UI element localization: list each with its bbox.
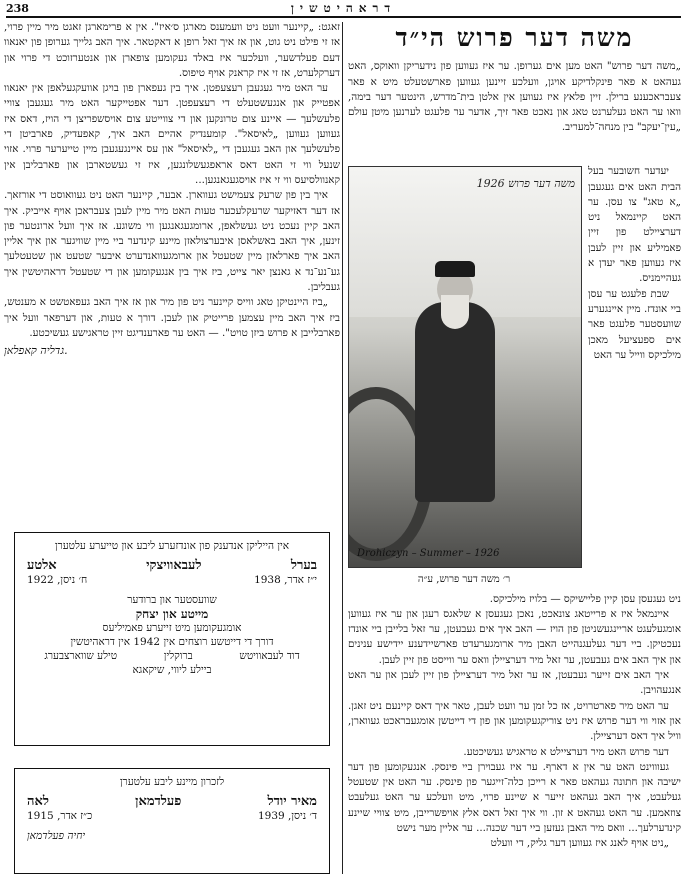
paragraph: „ביז היינטיקן טאג ווייס קיינער ניט פון מיר און אז איך האב געפאטשט א מענטש, ביז איך האב מיין עצמען פרייטיק און לעבן. דורך א טעות, און דערפאר וועל איך פארבלייבן א פרוש ביזן טויט". — האט ער פארענדיגט זיין טראגישע געשיכטע. [4, 296, 340, 339]
right-column [348, 20, 681, 874]
paragraph: ניט געגעסן עסן קיין פליישיקס — בלויז מילכיקס. [489, 592, 681, 605]
paragraph: ער האט מיר פארטרויט, אז כל זמן ער וועט לעבן, טאר איך דאס קיינעם ניט זאגן. און אזוי ווי דער פרוש איז ניט צוריקגעקומען און פון די דייטשן אומגעבראכט געווארן, וויל איך דאס דערציילן. [348, 699, 681, 743]
paragraph: דער פרוש האט מיר דערציילט א טראגיש געשיכטע. [463, 745, 669, 758]
page-header [6, 0, 681, 18]
paragraph: געוווינט האט ער אין א דארף. ער איז געבוירן ביי פינסק. אנגעקומען פון דער ישיבה און חתונה געהאט פאר א רייכן כלה־זייגער פון פינסק. ער האט אין שטעטל געלעבט, איך האב געהאט זייער א שיינע פרוי, מיט וועלכע ער האט געלעבט צוזאמען. ער האט געהאט א זון. ווי איך זאל דאס אלץ אויפשרייבן, מיט צוויי שיינע קינדערלעך... וואס מיר האבן געזען ביי דער שכנה... ער אליין מער נישט [348, 760, 681, 835]
paragraph: איך בין פון שרעק צעמישט געווארן. אבער, קיינער האט ניט געוואוסט די אורזאך. אז דער דאזיקער שרעקלעכער טעות האט מיר מיין לעבן צעבראכן אויף אייביק. איך האב קיין נעכט ניט געשלאפן, ארומגעגאנגען ווי משוגע. אז איך וועל ארונטער פון זינען, איך האב באשלאסן איבערצולאזן מיינע קינדער ביי מיין שוויגער און איך אליין האב איך פארלאזן מיין שטעטל און ארומגעוואנדערט איבער שטעט און שטעטלעך גע־נע־נד א גאנצן יאר צייט, ביז איך בין אנגעקומען און די שטעטל דראהיטשין איך געבליבן. [4, 189, 340, 294]
memorial-intro: לזכרון מיינע ליבע עלטערן [119, 776, 225, 788]
memorial-notice-feldman [14, 768, 330, 874]
paragraph: איינמאל איז א פרייטאג צונאכט, נאכן געגעסן א שלאגס רעגן און ער איז געווען אומגעלעגט אריינגעשניטן פון הויז — האב איך אים געבעטן, ער זאל בלייבן ביי אונדז נעכטיקן. ביי דער געלעגנהייט האבן מיר ארומגערעדט פארשיידענע יידישע ענינים און איך האב אים געבעטן, ער זאל מיר דערציילן וואס ער ווייסט פון זיין לעבן. [348, 607, 681, 666]
murderers-line: דורך די דייטשע רוצחים אין 1942 אין דראהיטשין [70, 636, 274, 648]
paragraph: איך האב אים זייער געבעטן, אז ער זאל מיר דערציילן פון זיין לעבן און ער האט אנגעהויבן. [348, 669, 681, 697]
author-signature: גדליה קאפלאן. [4, 344, 68, 358]
photo-inscription: משה דער פרוש 1926 [476, 177, 575, 191]
photo-caption: ר׳ משה דער פרוש, ע״ה [417, 574, 511, 586]
family-name: פעלדמאן [135, 794, 182, 809]
left-column [4, 20, 340, 525]
paragraph: „ניט אויף לאנג איז געווען דער גליק, די וועלט [490, 837, 669, 850]
father-first-name: מאיר יודל [267, 794, 317, 809]
mother-first-name: לאה [27, 794, 49, 809]
siblings-intro: שוועסטער און ברודער [127, 594, 217, 606]
paragraph: שבת פלעגט ער עסן ביי אונדז. מיין איינגערע שוועסטער פלעגט פאר אים ספעציעל מאכן מילכיקס ווייל ער האט [588, 287, 681, 361]
figure-coat [415, 302, 495, 502]
father-death-date: י״ז אדר, 1938 [254, 574, 317, 586]
signer: דוד לעבאוויטש [239, 650, 300, 662]
mother-death-date: ח׳ ניסן, 1922 [27, 574, 88, 586]
figure-cap [435, 261, 475, 277]
family-name: לעבאוויצקי [146, 558, 202, 573]
paragraph: יעדער חשובער בעל הבית האט אים געגעבן „א טאג" צו עסן. ער האט קיינמאל ניט דערציילט פון זיין פאמיליע און זיין לעבן איז געווען פאר יעדן א געהיימניס. [588, 165, 681, 285]
father-first-name: בערל [290, 558, 317, 573]
mother-first-name: אלטע [27, 558, 57, 573]
paragraph: זאגט: „קיינער וועט ניט וועמענס מארגן ס׳איז". אין א פרימארגן זאגט מיר מיין פרוי, אז זי פילט ניט גוט, און אז איך זאל רופן א דאקטאר. איך האב גלייך גערופן פון יאנאוו דעם פעלדשער, וועלכער איז באלד געקומען צופארן און אנטערזוכט די פרוי און דערקלערט, אז זי איז קראנק אויף טיפוס. [4, 21, 340, 79]
signer: ביילע ליווי, שיקאגא [132, 664, 212, 676]
mother-death-date: כ״ז אדר, 1915 [27, 810, 93, 822]
signer-city: ברוקלין [163, 650, 193, 662]
memorial-intro: אין הייליקן אנדענק פון אונדזערע ליבע און טייערע עלטערן [54, 540, 290, 552]
page-number: 238 [6, 1, 29, 15]
portrait-photo [348, 166, 582, 568]
perished-line: אומגעקומען מיט זייערע פאמיליעס [102, 622, 242, 634]
memorial-notice-lebovitsky [14, 532, 330, 746]
article-title: משה דער פרוש הי״ד [395, 23, 634, 52]
siblings-names: מייטע און יצחק [135, 607, 209, 621]
photo-signature: Drohiczyn – Summer – 1926 [357, 548, 500, 559]
figure-beard [441, 295, 469, 329]
paragraph: ער האט מיר געגעבן רעצעפטן. איך בין געפארן פון בויגן אוועקגעלאפן אין יאנאוו אפטייק און אנגעשטעלט די רעצעפטן. דער אפטייקער האט מיר געגעבן צוויי פלעשלעך — איינע צום טרונקען און די צווייטע צום אויסשפריצן די הויז, דאס איז געווען געווען „לאיסאל". קומענדיק אהיים האב איך, קאפעדיק, פארביטן די פלעשלעך און האב געגעבן די „לאיסאל" און עס איינגעגעבן מיין טייערער פרוי. אזוי שנעל ווי זי האט דאס אראפגעשלונגען, איז זי געשטארבן און פארבליבן אין קאנוולסיעס ווי זי איז אויסגעגאנגען... [4, 82, 340, 186]
signer: יחיה פעלדמאן [27, 830, 86, 842]
paragraph: „משה דער פרוש" האט מען אים גערופן. ער איז געווען פון נידעריקן וואוקס, האט געהאט א פאר פינקלדיקע אויגן, וועלכע זיינען געווען פארשטעלט מיט א פאר צעבראכענע ברילן. זיין פלאץ איז געווען אין אלטן בית־מדרש, הינטער דער בימה, וואו ער האט געלערנט טאג און נאכט פאר זיך, אדער ער פלעגט לערנען מיטן עולם „עין־יעקב" בין מנחה־למעריב. [348, 60, 681, 134]
father-death-date: ד׳ ניסן, 1939 [257, 810, 317, 822]
running-title: דראהיטשין [290, 0, 397, 15]
signer: טילע שווארצבערג [44, 650, 118, 662]
column-divider [342, 22, 343, 874]
